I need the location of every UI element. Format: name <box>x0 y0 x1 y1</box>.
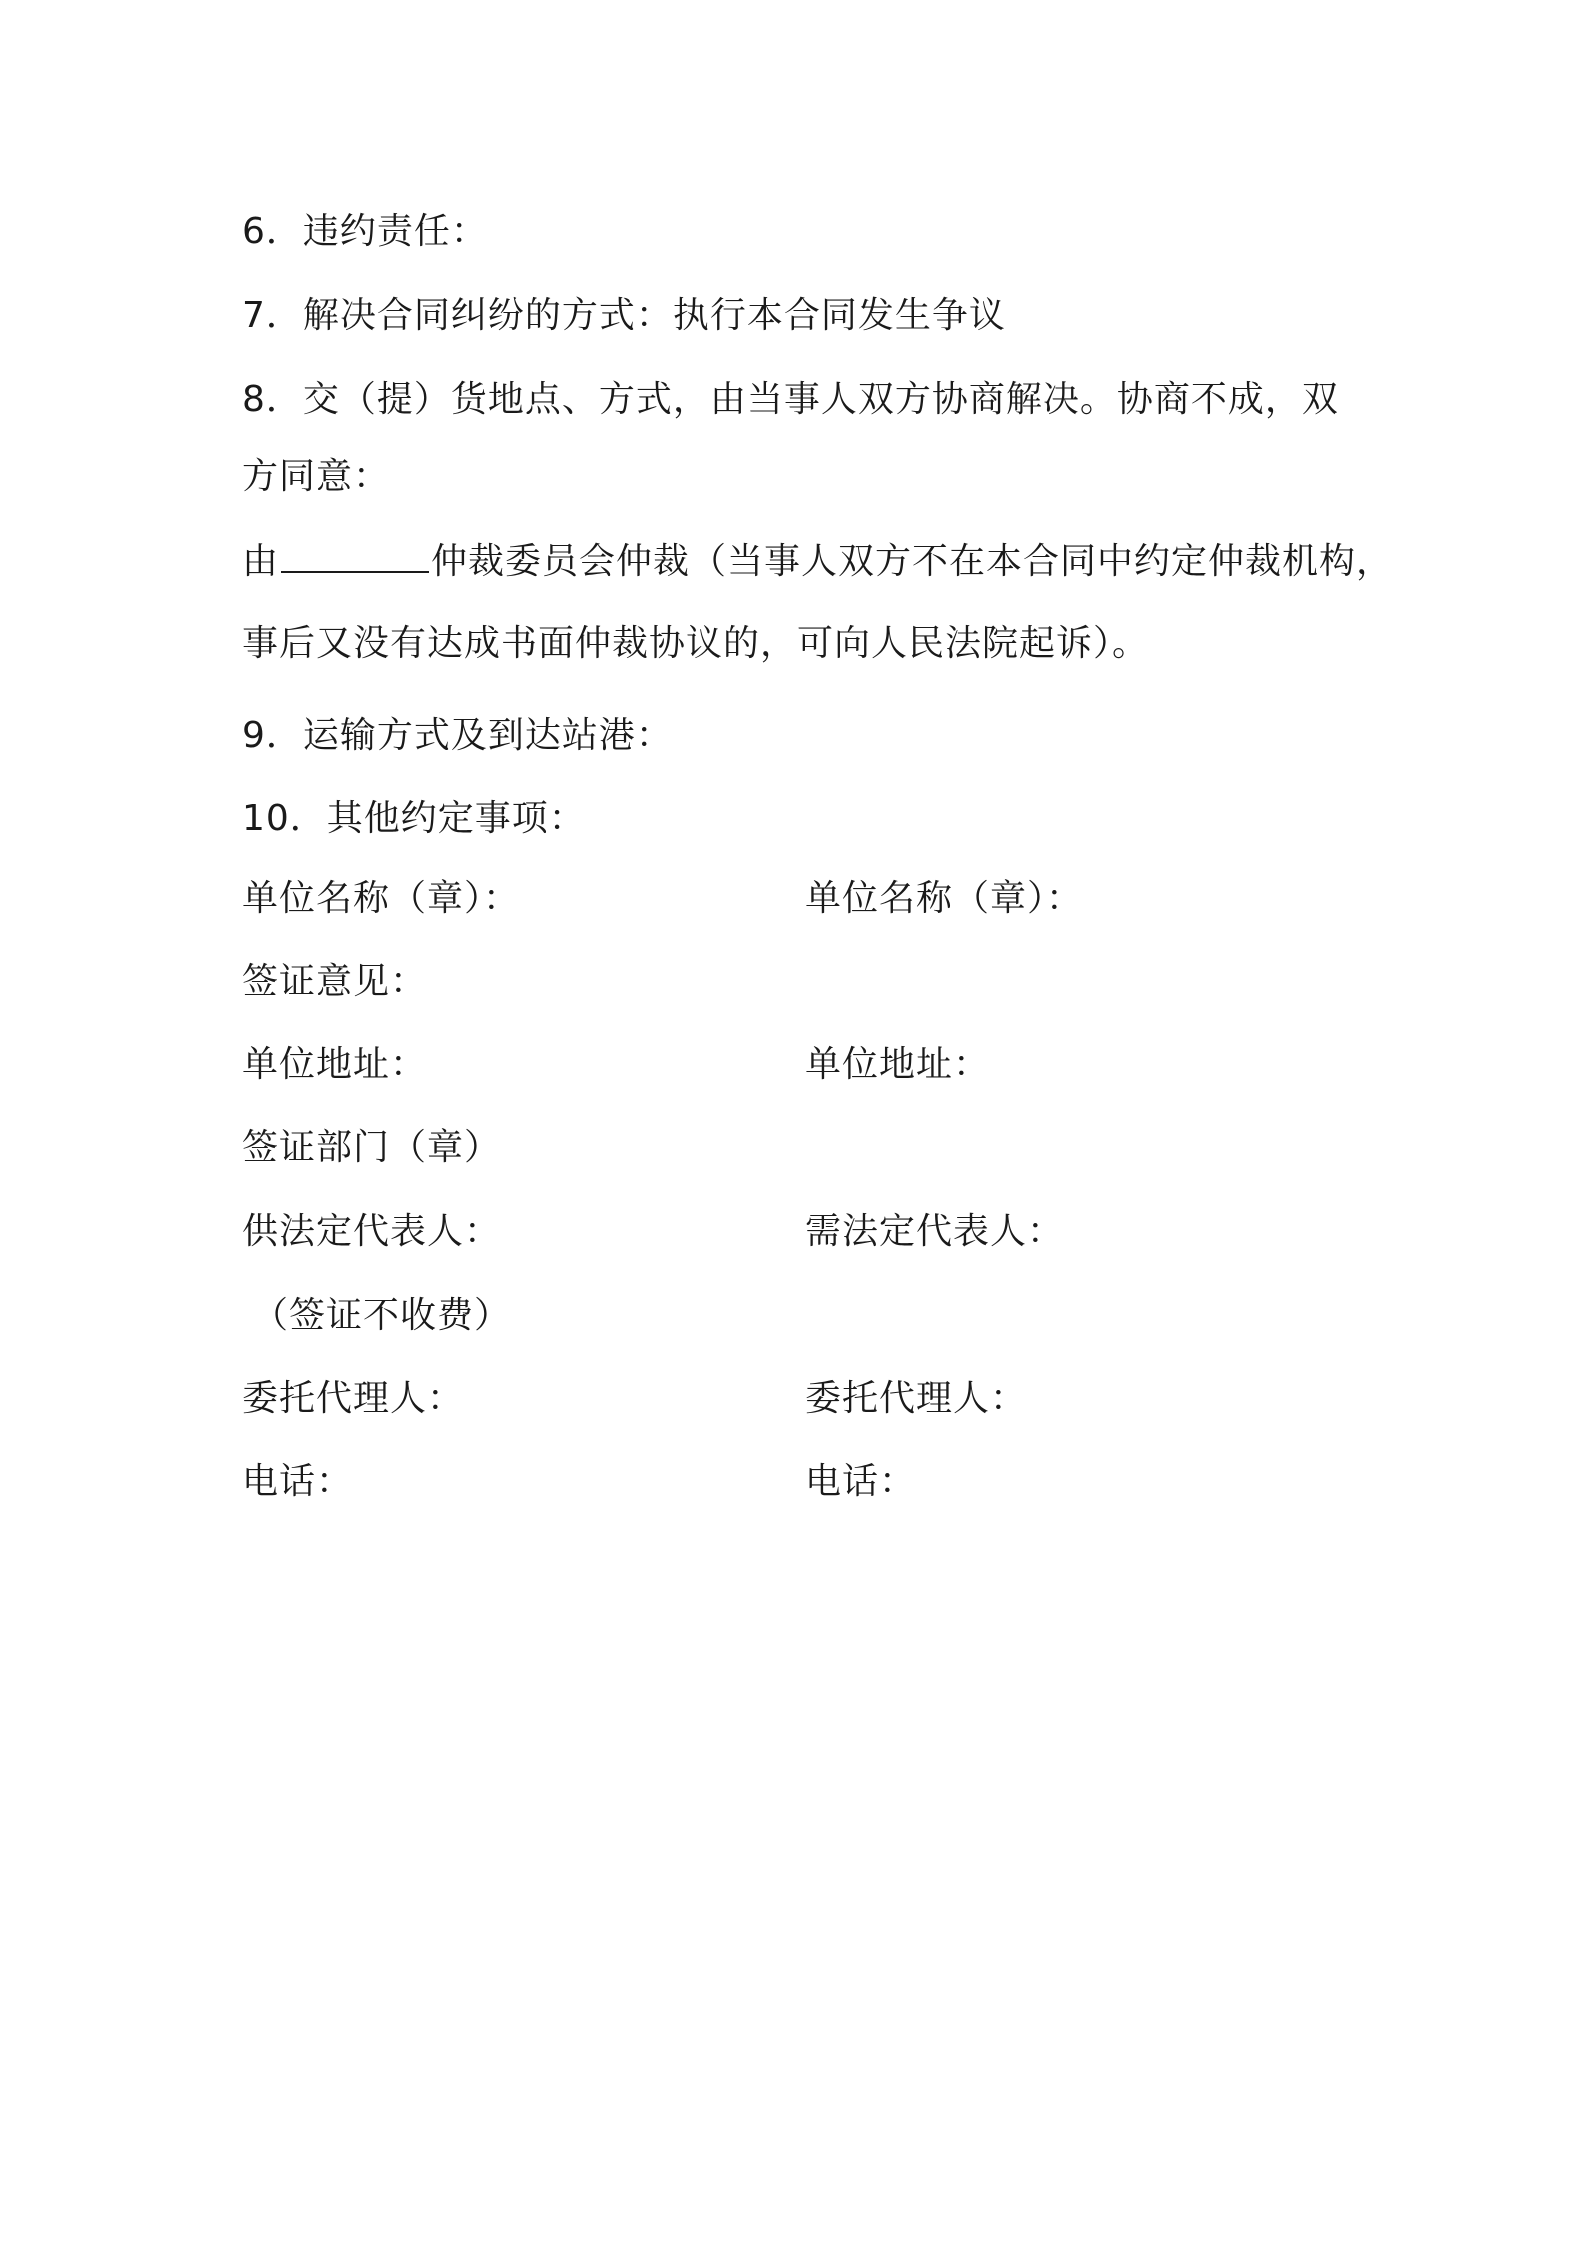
right-unit-address: 单位地址： <box>805 1044 991 1085</box>
left-unit-address: 单位地址： <box>242 1044 428 1085</box>
buyer-legal-rep: 需法定代表人： <box>805 1211 1065 1252</box>
supplier-legal-rep: 供法定代表人： <box>242 1211 502 1252</box>
right-phone: 电话： <box>805 1461 917 1502</box>
arbitration-line-2: 事后又没有达成书面仲裁协议的，可向人民法院起诉）。 <box>242 623 1150 664</box>
right-unit-name: 单位名称（章）： <box>805 878 1084 919</box>
left-phone: 电话： <box>242 1461 354 1502</box>
left-agent: 委托代理人： <box>242 1378 465 1419</box>
arbitration-blank <box>281 541 429 573</box>
clause-10: 10．其他约定事项： <box>242 798 586 839</box>
visa-opinion: 签证意见： <box>242 961 428 1002</box>
clause-9: 9．运输方式及到达站港： <box>242 715 673 756</box>
visa-free-note: （签证不收费） <box>252 1295 512 1336</box>
clause-8-line-2: 方同意： <box>242 456 391 497</box>
clause-7: 7．解决合同纠纷的方式：执行本合同发生争议 <box>242 295 1006 336</box>
arbitration-suffix: 仲裁委员会仲裁（当事人双方不在本合同中约定仲裁机构， <box>431 541 1394 582</box>
left-unit-name: 单位名称（章）： <box>242 878 521 919</box>
right-agent: 委托代理人： <box>805 1378 1028 1419</box>
arbitration-line-1 <box>242 540 1393 584</box>
clause-8-line-1: 8．交（提）货地点、方式，由当事人双方协商解决。协商不成，双 <box>242 379 1339 420</box>
clause-6: 6．违约责任： <box>242 211 488 252</box>
arbitration-prefix: 由 <box>242 541 280 582</box>
visa-department: 签证部门（章） <box>242 1127 502 1168</box>
